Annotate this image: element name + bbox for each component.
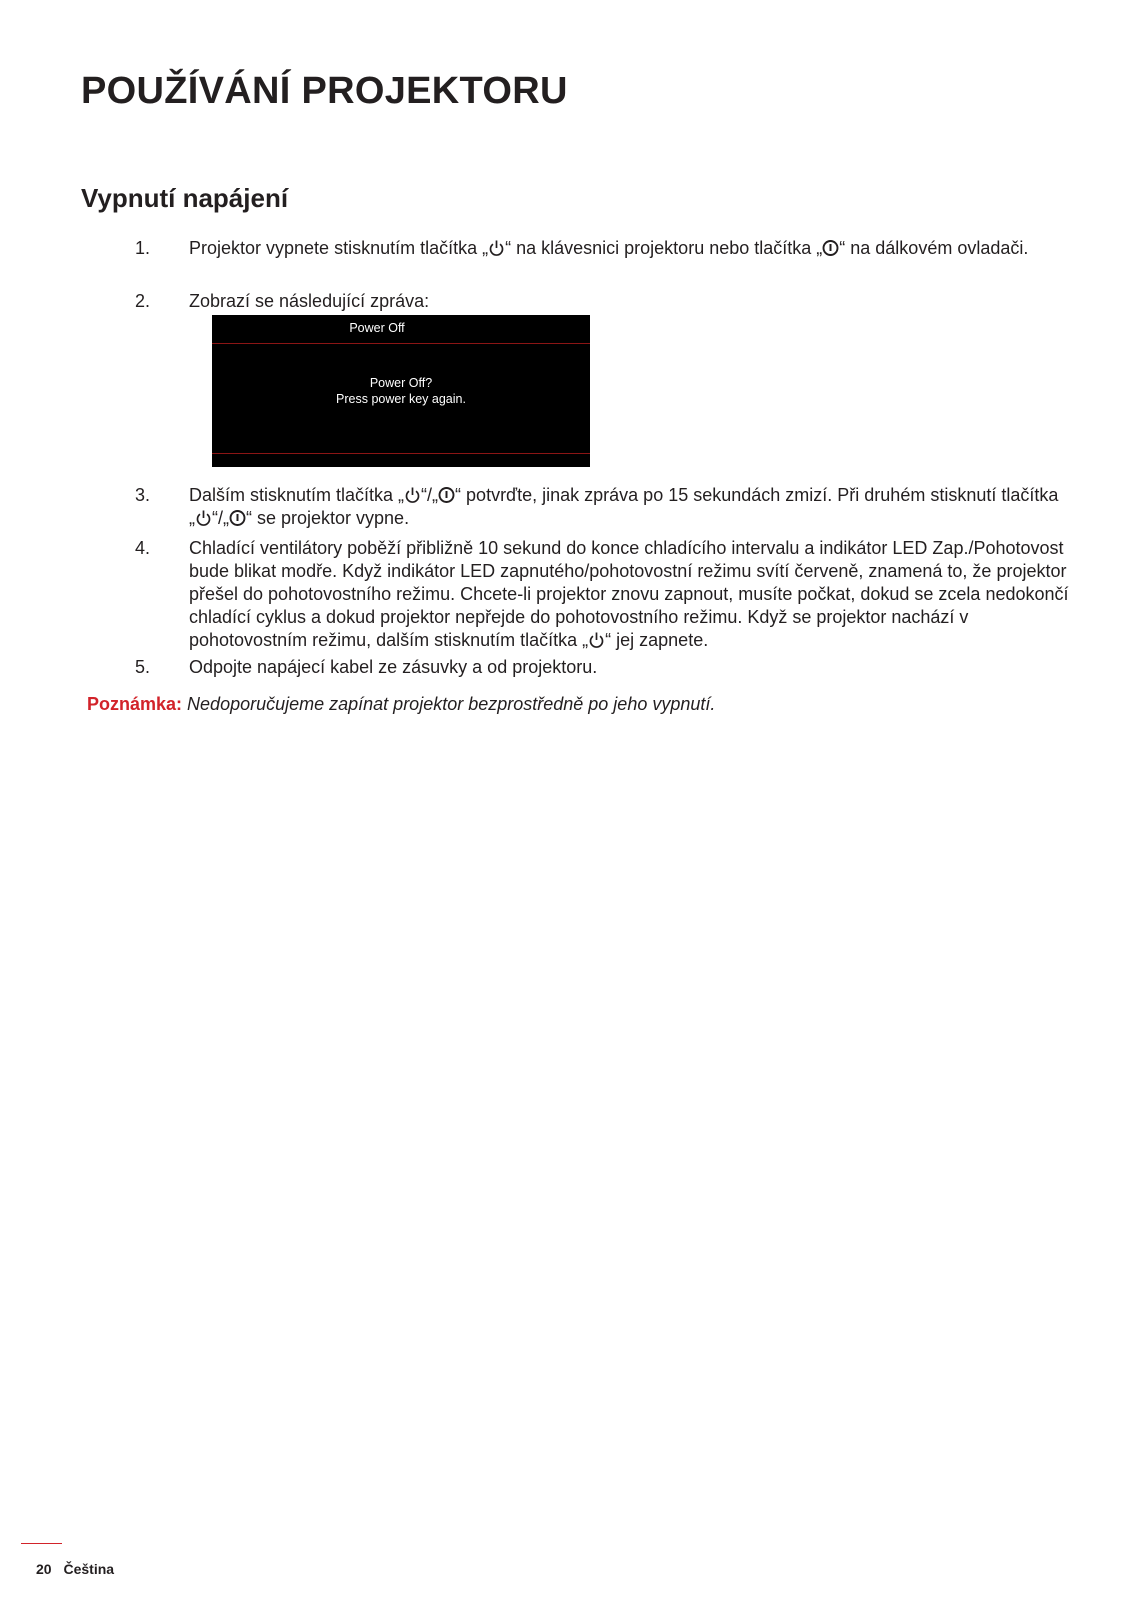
power-icon: [588, 631, 605, 649]
power-icon: [404, 486, 421, 504]
osd-header: Power Off: [349, 321, 405, 335]
page-title: POUŽÍVÁNÍ PROJEKTORU: [81, 70, 568, 112]
step-text: Projektor vypnete stisknutím tlačítka „ “ na klávesnici projektoru nebo tlačítka „ “ na dálkovém ovladači.: [189, 238, 1029, 258]
step-number: 5.: [135, 657, 151, 677]
step-number: 3.: [135, 485, 151, 505]
note-label: Poznámka:: [87, 694, 183, 714]
note-text: Nedoporučujeme zapínat projektor bezprostředně po jeho vypnutí.: [187, 694, 716, 714]
step-text: Zobrazí se následující zpráva:: [189, 291, 430, 311]
remote-power-icon: [438, 486, 455, 504]
osd-power-off-screenshot: [212, 315, 590, 467]
osd-divider-top: [212, 343, 590, 344]
footer-rule: [21, 1543, 62, 1544]
page-footer: [36, 1561, 114, 1577]
step-number: 4.: [135, 538, 151, 558]
step-text: Odpojte napájecí kabel ze zásuvky a od projektoru.: [189, 657, 598, 677]
note: [87, 694, 715, 715]
osd-message: [212, 375, 590, 407]
section-title: Vypnutí napájení: [81, 183, 289, 213]
footer-language: Čeština: [63, 1561, 115, 1577]
step-number: 2.: [135, 291, 151, 311]
osd-divider-bottom: [212, 453, 590, 454]
step-number: 1.: [135, 238, 151, 258]
power-icon: [488, 239, 505, 257]
remote-power-icon: [822, 239, 839, 257]
step-text: Chladící ventilátory poběží přibližně 10 sekund do konce chladícího intervalu a indikátor LED Zap./Pohotovost bude blikat modře. Když indikátor LED zapnutého/pohotovostní režimu svítí červeně, znamená to, že projektor přešel do pohotovostního režimu. Chcete-li projektor znovu zapnout, musíte počkat, dokud se zcela nedokončí chladící cyklus a dokud projektor nepřejde do pohotovostního režimu. Když se projektor nachází v pohotovostním režimu, dalším stisknutím tlačítka „ “ jej zapnete.: [189, 538, 1069, 650]
osd-message-line-1: Power Off?: [369, 376, 433, 390]
osd-message-line-2: Press power key again.: [336, 392, 466, 406]
step-text: Dalším stisknutím tlačítka „ “/„ “ potvrďte, jinak zpráva po 15 sekundách zmizí. Při druhém stisknutí tlačítka „ “/„ “ se projektor vypne.: [189, 485, 1059, 528]
power-icon: [195, 509, 212, 527]
remote-power-icon: [229, 509, 246, 527]
page-number: 20: [36, 1561, 52, 1577]
